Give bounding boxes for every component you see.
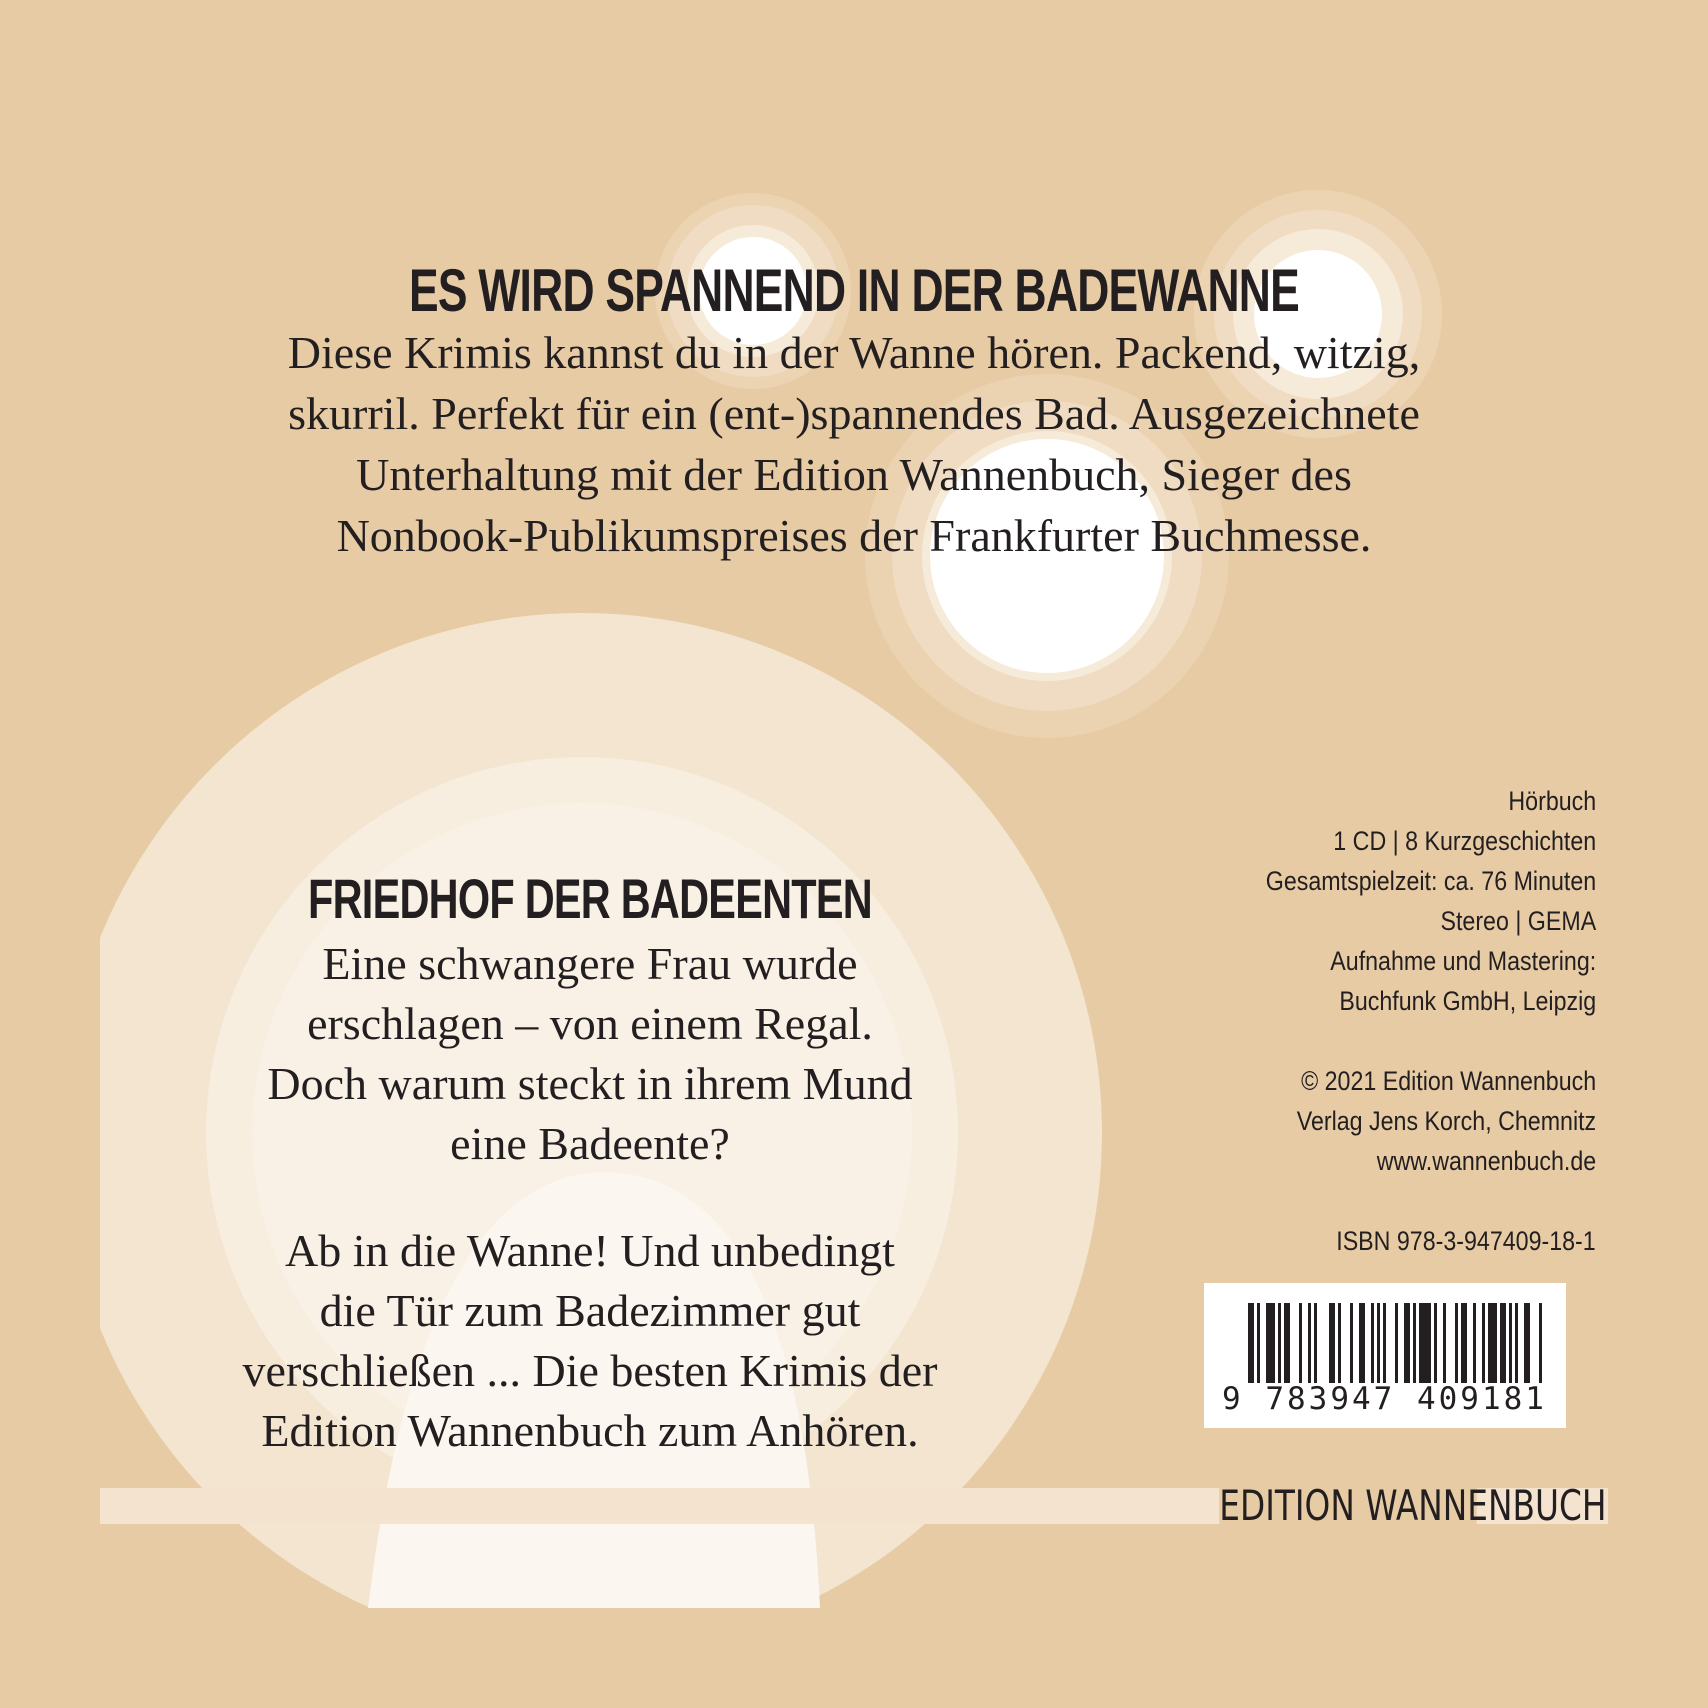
spec-line: Gesamtspielzeit: ca. 76 Minuten — [1265, 866, 1596, 896]
outro-line: Edition Wannenbuch zum Anhören. — [261, 1405, 919, 1456]
spec-line: Stereo | GEMA — [1440, 906, 1596, 936]
spec-line: 1 CD | 8 Kurzgeschichten — [1333, 826, 1596, 856]
publisher-logo-text: EDITION WANNENBUCH — [1219, 1481, 1607, 1530]
story-line: erschlagen – von einem Regal. — [307, 998, 873, 1049]
copyright-line: © 2021 Edition Wannenbuch — [1300, 1066, 1596, 1096]
barcode-bar — [1350, 1303, 1353, 1383]
barcode-bar — [1500, 1303, 1506, 1383]
barcode-bar — [1509, 1303, 1512, 1383]
barcode-bar — [1257, 1303, 1260, 1383]
story-line: Eine schwangere Frau wurde — [322, 938, 858, 989]
barcode-bar — [1434, 1303, 1437, 1383]
barcode-bar — [1359, 1303, 1365, 1383]
outro-line: verschließen ... Die besten Krimis der — [242, 1345, 938, 1396]
barcode-bar — [1413, 1303, 1416, 1383]
story-paragraph — [100, 934, 1080, 1174]
barcode-bar — [1248, 1303, 1254, 1383]
barcode-bar — [1482, 1303, 1485, 1383]
isbn-label: ISBN 978-3-947409-18-1 — [1336, 1226, 1596, 1256]
barcode-bar — [1524, 1303, 1530, 1383]
publisher-website-link[interactable]: www.wannenbuch.de — [1376, 1146, 1596, 1176]
barcode-bar — [1395, 1303, 1398, 1383]
intro-line: Unterhaltung mit der Edition Wannenbuch, Sieger des — [356, 449, 1352, 500]
barcode-bar — [1473, 1303, 1476, 1383]
outro-line: die Tür zum Badezimmer gut — [319, 1285, 861, 1336]
barcode-bar — [1371, 1303, 1374, 1383]
spec-line: Aufnahme und Mastering: — [1330, 946, 1596, 976]
publisher-address-line: Verlag Jens Korch, Chemnitz — [1296, 1106, 1596, 1136]
headline: ES WIRD SPANNEND IN DER BADEWANNE — [409, 257, 1299, 324]
story-title: FRIEDHOF DER BADEENTEN — [308, 867, 872, 930]
product-specs — [1266, 781, 1596, 1021]
intro-paragraph — [0, 322, 1708, 566]
publisher-info — [1297, 1061, 1596, 1181]
barcode-bar — [1299, 1303, 1302, 1383]
barcode-bar — [1329, 1303, 1335, 1383]
barcode-digits: 9 783947 409181 — [1222, 1381, 1547, 1417]
barcode-bar — [1404, 1303, 1410, 1383]
barcode-bar — [1377, 1303, 1380, 1383]
outro-line: Ab in die Wanne! Und unbedingt — [285, 1225, 895, 1276]
barcode-bar — [1314, 1303, 1317, 1383]
barcode-bar — [1383, 1303, 1386, 1383]
barcode-bar — [1539, 1303, 1542, 1383]
barcode-bar — [1461, 1303, 1467, 1383]
intro-line: Nonbook-Publikumspreises der Frankfurter Buchmesse. — [336, 510, 1372, 561]
story-line: eine Badeente? — [450, 1118, 730, 1169]
barcode-bar — [1266, 1303, 1275, 1383]
barcode-bar — [1488, 1303, 1497, 1383]
outro-paragraph — [100, 1221, 1080, 1461]
barcode-bar — [1284, 1303, 1290, 1383]
spec-line: Hörbuch — [1508, 786, 1596, 816]
intro-line: Diese Krimis kannst du in der Wanne hören. Packend, witzig, — [287, 327, 1421, 378]
barcode — [1204, 1283, 1566, 1428]
barcode-bar — [1338, 1303, 1341, 1383]
intro-line: skurril. Perfekt für ein (ent-)spannendes Bad. Ausgezeichnete — [288, 388, 1420, 439]
barcode-bar — [1419, 1303, 1431, 1383]
barcode-bar — [1278, 1303, 1281, 1383]
story-line: Doch warum steckt in ihrem Mund — [267, 1058, 913, 1109]
barcode-bar — [1515, 1303, 1518, 1383]
barcode-bar — [1455, 1303, 1458, 1383]
barcode-bar — [1308, 1303, 1311, 1383]
barcode-bar — [1443, 1303, 1446, 1383]
spec-line: Buchfunk GmbH, Leipzig — [1339, 986, 1596, 1016]
